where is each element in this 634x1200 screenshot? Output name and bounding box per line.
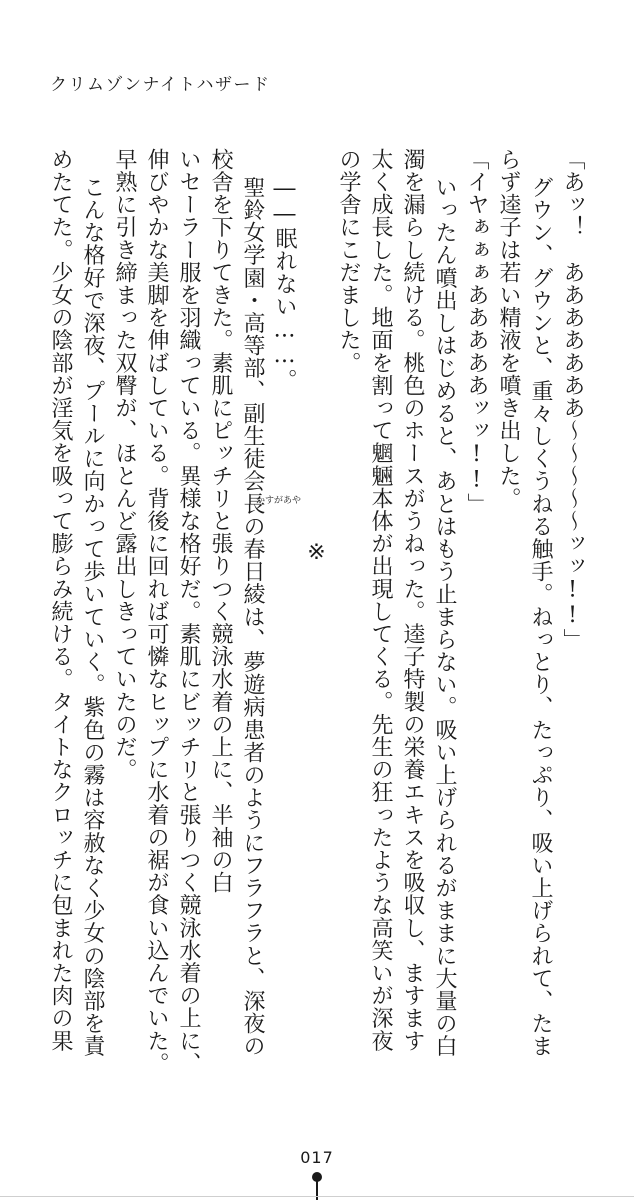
- text-column: 校舎を下りてきた。素肌にピッチリと張りつく競泳水着の上に、半袖の白: [208, 148, 233, 894]
- text-column: の学舎にこだました。: [336, 148, 361, 374]
- text-column: 太く成長した。地面を割って魍魎本体が出現してくる。先生の狂ったような高笑いが深夜: [368, 148, 393, 1052]
- page-marker-line: [316, 1180, 318, 1200]
- text-column: 聖鈴女学園・高等部、副生徒会長の春日綾は、夢遊病患者のようにフラフラと、深夜の: [240, 176, 265, 1058]
- text-column: 「イヤぁぁぁあああああッッ!!」: [464, 148, 489, 516]
- ruby-annotation: かすがあや: [256, 496, 302, 506]
- text-column: 早熟に引き締まった双臀が、ほとんど露出しきっていたのだ。: [112, 148, 137, 781]
- text-column: らず逵子は若い精液を噴き出した。: [496, 148, 521, 510]
- text-column: グウン、グウンと、重々しくうねる触手。ねっとり、たっぷり、吸い上げられて、たま: [528, 176, 553, 1058]
- text-column: いったん噴出しはじめると、あとはもう止まらない。吸い上げられるがままに大量の白: [432, 176, 457, 1058]
- bottom-rule: [0, 1196, 634, 1197]
- text-column: 「あッ！ あああああああ〜〜〜〜〜ッッ!!」: [560, 148, 585, 652]
- text-column: こんな格好で深夜、プールに向かって歩いていく。紫色の霧は容赦なく少女の陰部を責: [80, 176, 105, 1058]
- section-break-mark: ※: [304, 540, 329, 566]
- running-header: クリムゾンナイトハザード: [50, 75, 271, 95]
- text-column: 濁を漏らし続ける。桃色のホースがうねった。逵子特製の栄養エキスを吸収し、ますます: [400, 148, 425, 1052]
- page-number: 017: [300, 1148, 334, 1167]
- text-column: ――眠れない……。: [272, 176, 297, 392]
- text-column: 伸びやかな美脚を伸ばしている。背後に回れば可憐なヒップに水着の裾が食い込んでいた。: [144, 148, 169, 1075]
- text-column: めたてた。少女の陰部が淫気を吸って膨らみ続ける。タイトなクロッチに包まれた肉の果: [48, 148, 73, 1052]
- text-column: いセーラー服を羽織っている。異様な格好だ。素肌にビッチリと張りつく競泳水着の上に、: [176, 148, 201, 1075]
